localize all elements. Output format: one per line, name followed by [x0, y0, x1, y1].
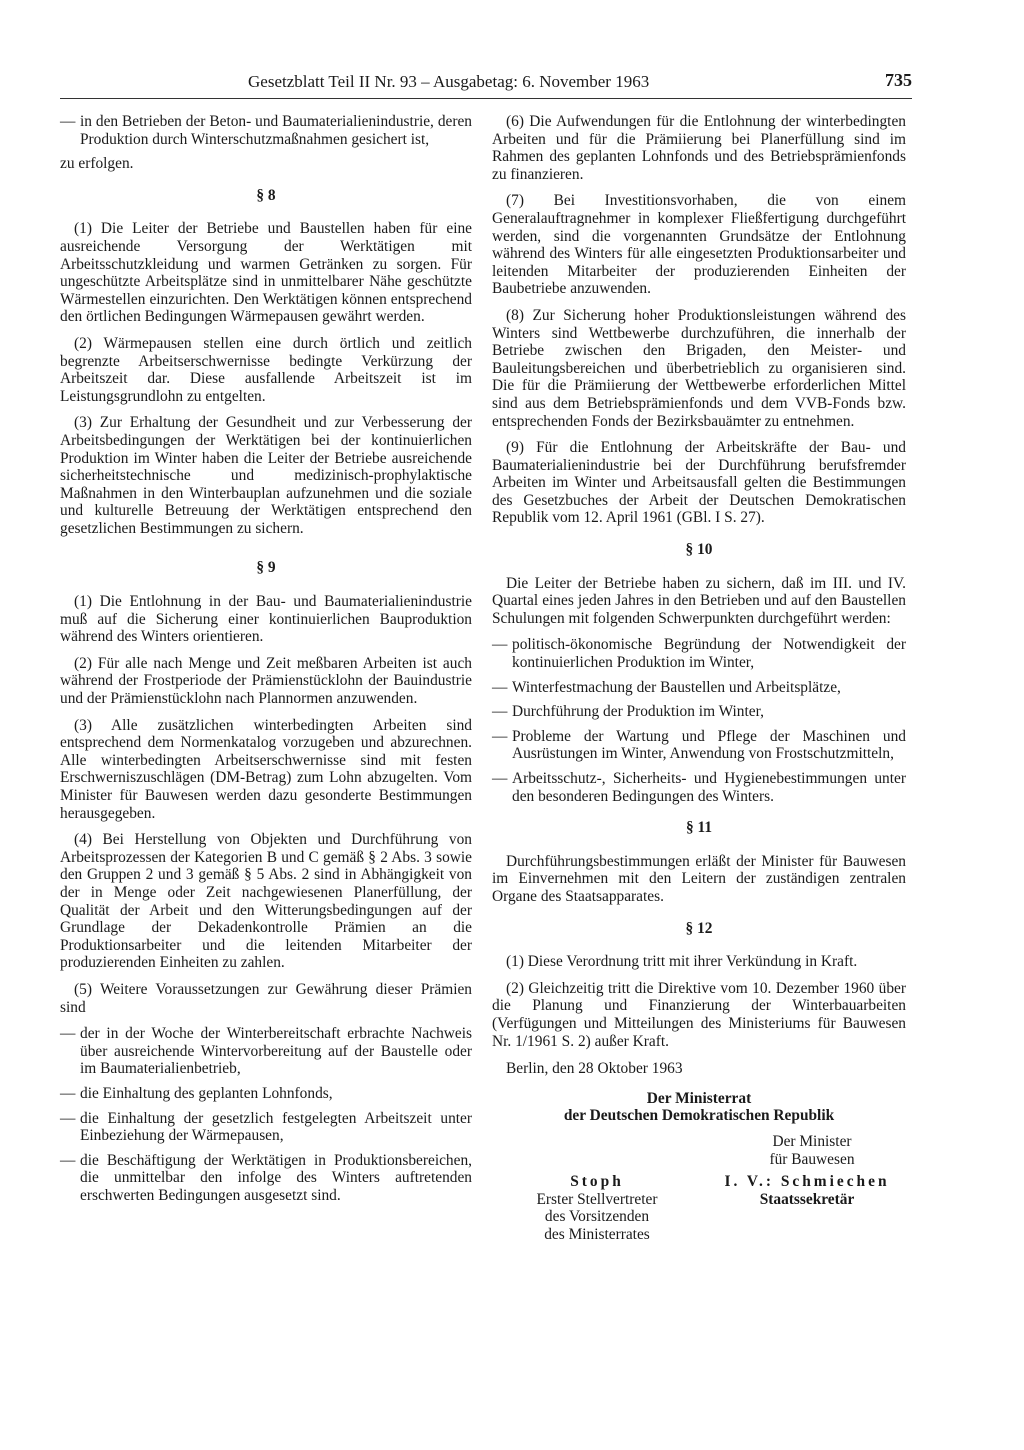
section-heading-11: § 11	[685, 819, 713, 837]
list-item: — Arbeitsschutz-, Sicherheits- und Hygienebestimmungen unter den besonderen Bedingungen des Winters.	[492, 770, 906, 805]
s9-paragraph-8: (8) Zur Sicherung hoher Produktionsleistungen während des Winters sind Wettbewerbe durchzuführen, die innerhalb der Betriebe zwischen den Brigaden, den Meister- und Bauleitungsbereichen und überbetrieblich zu organisieren sind. Die für die Prämiierung der Wettbewerbe erforderlichen Mittel sind aus dem Betriebsprämienfonds und dem VVB-Fonds bzw. entsprechenden Fonds der Bezirksbauämter zu entnehmen.	[492, 306, 906, 430]
s9-paragraph-7: (7) Bei Investitionsvorhaben, die von einem Generalauftragnehmer in komplexer Fließfertigung durchgeführt werden, sind die vorgenannten Grundsätze der Entlohnung während des Winters für alle eingesetzten Produktionsarbeiter und leitenden Mitarbeiter der produzierenden Einheiten der Baubetriebe anzuwenden.	[492, 192, 906, 298]
s11-text: Durchführungsbestimmungen erläßt der Minister für Bauwesen im Einvernehmen mit den Leitern der zuständigen zentralen Organe des Staatsapparates.	[492, 852, 906, 905]
section-heading-9: § 9	[256, 559, 276, 577]
list-item: — der in der Woche der Winterbereitschaft erbrachte Nachweis über ausreichende Wintervorbereitung auf der Baustelle oder im Baumaterialienbetrieb,	[60, 1025, 472, 1078]
signatory-stoph: Stoph Erster Stellvertreter des Vorsitzenden des Ministerrates	[492, 1173, 702, 1243]
page-header	[60, 70, 912, 98]
s9-paragraph-1: (1) Die Entlohnung in der Bau- und Baumaterialienindustrie muß auf die Sicherung einer kontinuierlichen Bauproduktion während des Winters orientieren.	[60, 593, 472, 646]
list-item: — Durchführung der Produktion im Winter,	[492, 703, 764, 721]
s12-paragraph-2: (2) Gleichzeitig tritt die Direktive vom 10. Dezember 1960 über die Planung und Finanzierung der Winterbauarbeiten (Verfügungen und Mitteilungen des Ministeriums für Bauwesen Nr. 1/1961 S. 2) außer Kraft.	[492, 979, 906, 1050]
minister-title: Der Minister für Bauwesen	[769, 1132, 855, 1168]
intro-end: zu erfolgen.	[60, 155, 134, 173]
section-heading-8: § 8	[256, 186, 276, 204]
s9-paragraph-5: (5) Weitere Voraussetzungen zur Gewährung dieser Prämien sind	[60, 980, 472, 1016]
signing-body: Der Ministerrat der Deutschen Demokratischen Republik	[563, 1089, 835, 1125]
list-item: — Probleme der Wartung und Pflege der Maschinen und Ausrüstungen im Winter, Anwendung von Frostschutzmitteln,	[492, 727, 906, 763]
list-item: — in den Betrieben der Beton- und Baumaterialienindustrie, deren Produktion durch Winterschutzmaßnahmen gesichert ist,	[60, 113, 472, 148]
header-rule	[60, 98, 912, 99]
list-item: — die Einhaltung der gesetzlich festgelegten Arbeitszeit unter Einbeziehung der Wärmepausen,	[60, 1109, 472, 1145]
signatory-schmiechen: I. V.: Schmiechen Staatssekretär	[707, 1173, 907, 1208]
s10-intro: Die Leiter der Betriebe haben zu sichern, daß im III. und IV. Quartal eines jeden Jahres in den Betrieben und auf den Baustellen Schulungen mit folgenden Schwerpunkten durchgeführt werden:	[492, 574, 906, 627]
list-item: — Winterfestmachung der Baustellen und Arbeitsplätze,	[492, 678, 841, 696]
list-item: — die Einhaltung des geplanten Lohnfonds,	[60, 1084, 333, 1102]
s12-paragraph-1: (1) Diese Verordnung tritt mit ihrer Verkündung in Kraft.	[506, 953, 858, 971]
s9-paragraph-3: (3) Alle zusätzlichen winterbedingten Arbeiten sind entsprechend dem Normenkatalog vorzugeben und abzurechnen. Alle winterbedingten Arbeitserschwernisse sind mit festen Erschwerniszuschlägen (DM-Betrag) zum Lohn abzugelten. Vom Minister für Bauwesen werden dazu gesonderte Bestimmungen herausgegeben.	[60, 716, 472, 822]
signature-block	[492, 1090, 906, 1273]
list-item: — politisch-ökonomische Begründung der Notwendigkeit der kontinuierlichen Produktion im Winter,	[492, 636, 906, 672]
signatory-name: Stoph	[570, 1172, 624, 1190]
signatory-name: I. V.: Schmiechen	[724, 1172, 890, 1190]
s8-paragraph-1: (1) Die Leiter der Betriebe und Baustellen haben für eine ausreichende Versorgung der Werktätigen mit Arbeitsschutzkleidung und warmen Getränken zu sorgen. Für ungeschützte Arbeitsplätze sind in unmittelbarer Nähe geschützte Wärmestellen einzurichten. Den Werktätigen können entsprechend den örtlichen Bedingungen Wärmepausen gewährt werden.	[60, 220, 472, 326]
page-number: 735	[885, 70, 912, 90]
s8-paragraph-3: (3) Zur Erhaltung der Gesundheit und zur Verbesserung der Arbeitsbedingungen der Werktätigen bei der kontinuierlichen Produktion im Winter haben die Leiter der Betriebe ausreichende sicherheitstechnische und medizinisch-prophylaktische Maßnahmen in den Winterbauplan aufzunehmen und die soziale und kulturelle Betreuung der Werktätigen entsprechend den gesetzlichen Bestimmungen zu sichern.	[60, 414, 472, 537]
section-heading-12: § 12	[685, 919, 713, 937]
s9-paragraph-9: (9) Für die Entlohnung der Arbeitskräfte der Bau- und Baumaterialienindustrie bei der Durchführung berufsfremder Arbeiten im Winter und Arbeitsausfall gelten die Bestimmungen des Gesetzbuches der Arbeit der Deutschen Demokratischen Republik vom 12. April 1961 (GBl. I S. 27).	[492, 439, 906, 527]
s9-paragraph-4: (4) Bei Herstellung von Objekten und Durchführung von Arbeitsprozessen der Kategorien B und C gemäß § 2 Abs. 3 sowie den Gruppen 2 und 3 gemäß § 5 Abs. 2 sind in Abhängigkeit von der in Menge oder Zeit nachgewiesenen Planerfüllung, der Qualität der Arbeit und den Witterungsbedingungen auf der Grundlage der Dekadenkontrolle Prämien an die Produktionsarbeiter und die leitenden Mitarbeiter der produzierenden Einheiten zu zahlen.	[60, 831, 472, 972]
left-column	[60, 113, 472, 1211]
s9-paragraph-2: (2) Für alle nach Menge und Zeit meßbaren Arbeiten ist auch während der Frostperiode der Prämienstücklohn der Bauindustrie und der Prämienstücklohn nach Plannormen anzuwenden.	[60, 654, 472, 708]
s9-paragraph-6: (6) Die Aufwendungen für die Entlohnung der winterbedingten Arbeiten und für die Prämiierung bei Planerfüllung sind im Rahmen des geplanten Lohnfonds und des Betriebsprämienfonds zu finanzieren.	[492, 113, 906, 183]
right-column	[492, 113, 906, 1273]
date-line: Berlin, den 28 Oktober 1963	[506, 1060, 683, 1078]
s8-paragraph-2: (2) Wärmepausen stellen eine durch örtlich und zeitlich begrenzte Arbeitserschwernisse bedingte Verkürzung der Arbeitszeit dar. Diese ausfallende Arbeitszeit ist im Leistungsgrundlohn zu entgelten.	[60, 334, 472, 405]
gazette-title: Gesetzblatt Teil II Nr. 93 – Ausgabetag: 6. November 1963	[248, 72, 650, 91]
section-heading-10: § 10	[685, 541, 713, 559]
list-item: — die Beschäftigung der Werktätigen in Produktionsbereichen, die unmittelbar den infolge des Winters auftretenden erschwerten Bedingungen ausgesetzt sind.	[60, 1151, 472, 1204]
